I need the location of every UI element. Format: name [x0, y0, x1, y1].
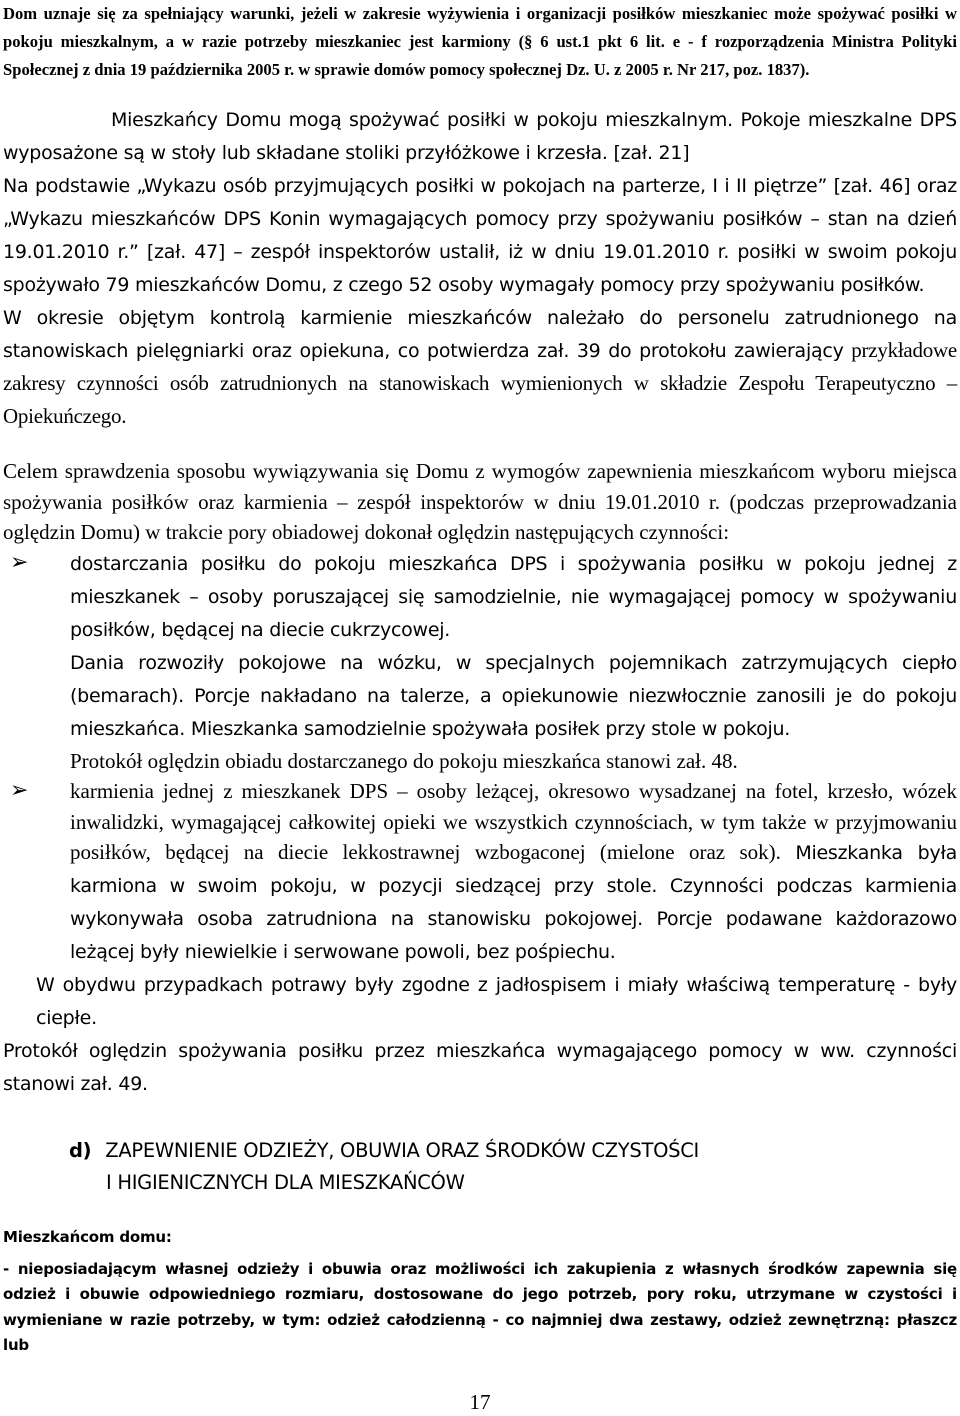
feeding-staff-text-a: W okresie objętym kontrolą karmienie mieszkańców należało do personelu zatrudnionego na stanowiskach pielęgniarki oraz opiekuna, co potwierdza zał. 39 do protokołu zawierający [3, 307, 957, 362]
bullet-1-text: dostarczania posiłku do pokoju mieszkańca DPS i spożywania posiłku w pokoju jednej z mieszkanek – osoby poruszającej się samodzielnie, nie wymagającej pomocy w spożywaniu posiłków, będącej na diecie cukrzycowej. [70, 552, 957, 641]
bullet-2-text [70, 776, 957, 969]
meals-in-room-paragraph [3, 104, 957, 170]
feeding-staff-text-b: przykładowe zakresy czynności osób zatrudnionych na stanowiskach wymienionych w składzie Zespołu Terapeutyczno – Opiekuńczego. [3, 338, 957, 428]
section-heading-line-1: ZAPEWNIENIE ODZIEŻY, OBUWIA ORAZ ŚRODKÓW CZYSTOŚCI [105, 1139, 699, 1162]
page-number: 17 [469, 1390, 491, 1414]
residents-label: Mieszkańcom domu: [3, 1228, 172, 1246]
bullet-1-protocol: Protokół oględzin obiadu dostarczanego do pokoju mieszkańca stanowi zał. 48. [70, 748, 738, 773]
bullet-1-delivery [70, 647, 957, 746]
document-page [3, 0, 957, 1359]
arrow-bullet-icon: ➢ [10, 549, 29, 575]
bullet-2-text-b: Mieszkanka była karmiona w swoim pokoju, w pozycji siedzącej przy stole. Czynności podczas karmienia wykonywała osoba zatrudniona na stanowisku pokojowej. Porcje podawane każdorazowo leżącej były niewielkie i serwowane powoli, bez pośpiechu. [70, 842, 957, 963]
inspection-purpose-paragraph: Celem sprawdzenia sposobu wywiązywania się Domu z wymogów zapewnienia mieszkańcom wyboru miejsca spożywania posiłków oraz karmienia – zespół inspektorów w dniu 19.01.2010 r. (podczas przeprowadzania oględzin Domu) w trakcie pory obiadowej dokonał oględzin następujących czynności: [3, 459, 957, 544]
section-heading [3, 1135, 957, 1199]
feeding-staff-paragraph [3, 302, 957, 434]
clothing-provision-paragraph: - nieposiadającym własnej odzieży i obuwia oraz możliwości ich zakupienia z własnych środków zapewnia się odzież i obuwie odpowiedniego rozmiaru, dostosowane do jego potrzeb, pory roku, utrzymane w czystości i wymieniane w razie potrzeby, w tym: odzież całodzienną - co najmniej dwa zestawy, odzież zewnętrzną: płaszcz lub [3, 1259, 957, 1354]
bullet-item-2 [3, 776, 957, 969]
meals-in-room-text: Mieszkańcy Domu mogą spożywać posiłki w pokoju mieszkalnym. Pokoje mieszkalne DPS wyposażone są w stoły lub składane stoliki przyłóżkowe i krzesła. [zał. 21] [3, 109, 957, 164]
bullet-item-1 [3, 548, 957, 777]
bullet-2-text-a: karmienia jednej z mieszkanek DPS – osoby leżącej, okresowo wysadzanej na fotel, krzesło, wózek inwalidzki, wymagającej całkowitej opieki we wszystkich czynnościach, w tym także w przyjmowaniu posiłków, będącej na diecie lekkostrawnej wzbogaconej (mielone oraz sok). [70, 779, 957, 864]
legal-basis-paragraph: Dom uznaje się za spełniający warunki, jeżeli w zakresie wyżywienia i organizacji posiłków mieszkaniec może spożywać posiłki w pokoju mieszkalnym, a w razie potrzeby mieszkaniec jest karmiony (§ 6 ust.1 pkt 6 lit. e - f rozporządzenia Ministra Polityki Społecznej z dnia 19 października 2005 r. w sprawie domów pomocy społecznej Dz. U. z 2005 r. Nr 217, poz. 1837). [3, 4, 957, 79]
section-heading-line-2: I HIGIENICZNYCH DLA MIESZKAŃCÓW [106, 1171, 465, 1194]
both-cases-paragraph: W obydwu przypadkach potrawy były zgodne z jadłospisem i miały właściwą temperaturę - były ciepłe. [36, 974, 957, 1029]
arrow-bullet-icon: ➢ [10, 778, 29, 803]
list-based-paragraph: Na podstawie „Wykazu osób przyjmujących posiłki w pokojach na parterze, I i II piętrze” [zał. 46] oraz „Wykazu mieszkańców DPS Konin wymagających pomocy przy spożywaniu posiłków – stan na dzień 19.01.2010 r.” [zał. 47] – zespół inspektorów ustalił, iż w dniu 19.01.2010 r. posiłki w swoim pokoju spożywało 79 mieszkańców Domu, z czego 52 osoby wymagały pomocy przy spożywaniu posiłków. [3, 175, 957, 296]
section-number: d) [69, 1139, 92, 1162]
bullet-1-delivery-a: Dania rozwoziły pokojowe na wózku, w specjalnych pojemnikach zatrzymujących ciepło (bemarach). [70, 651, 957, 707]
bullet-1-delivery-b: Porcje nakładano na talerze, a opiekunowie niezwłocznie zanosili je do pokoju mieszkańca. Mieszkanka samodzielnie spożywała posiłek przy stole w pokoju. [70, 684, 958, 740]
protocol-49-paragraph: Protokół oględzin spożywania posiłku przez mieszkańca wymagającego pomocy w ww. czynności stanowi zał. 49. [3, 1040, 957, 1095]
